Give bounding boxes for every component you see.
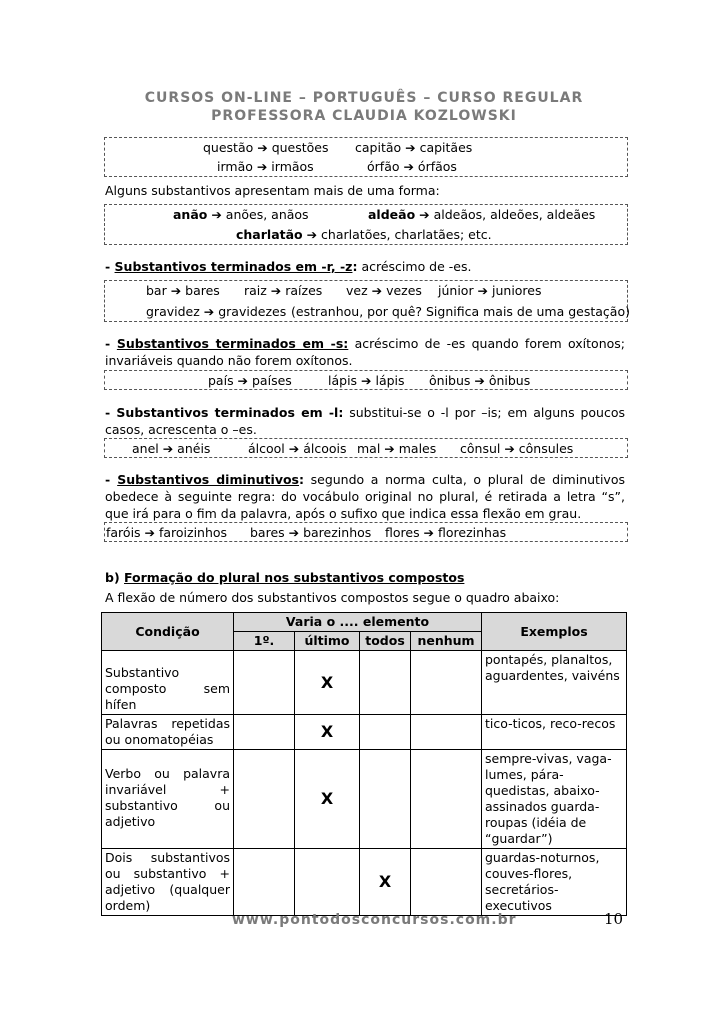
condition-cell: Dois substantivos ou substantivo + adjetivo (qualquer ordem) xyxy=(102,849,234,916)
example-item: júnior ➔ juniores xyxy=(438,283,542,298)
paragraph: A flexão de número dos substantivos compostos segue o quadro abaixo: xyxy=(105,590,560,605)
example-item: país ➔ países xyxy=(208,373,292,388)
example-item: irmão ➔ irmãos xyxy=(217,159,314,174)
example-item: faróis ➔ faroizinhos xyxy=(106,525,228,540)
cell xyxy=(411,750,482,849)
table-row xyxy=(102,715,627,750)
header-nenhum: nenhum xyxy=(411,632,482,651)
example-box-6 xyxy=(104,522,628,542)
example-item: gravidez ➔ gravidezes xyxy=(146,304,287,319)
example-item: capitão ➔ capitães xyxy=(355,140,473,155)
cell xyxy=(234,849,295,916)
cell xyxy=(411,849,482,916)
example-item: cônsul ➔ cônsules xyxy=(460,441,574,456)
section-heading-diminutivos: - Substantivos diminutivos: segundo a norma culta, o plural de diminutivos obedece à seguinte regra: do vocábulo original no plural, é retirada a letra “s”, que irá para o fim da palavra, após o sufixo que indica essa flexão em grau. xyxy=(105,472,625,521)
example-box-1 xyxy=(104,137,628,177)
table-row xyxy=(102,750,627,849)
mark-cell: X xyxy=(295,651,360,715)
examples-cell: sempre-vivas, vaga-lumes, pára-quedistas, abaixo-assinados guarda-roupas (idéia de “guardar”) xyxy=(482,750,627,849)
cell xyxy=(411,651,482,715)
example-item: vez ➔ vezes xyxy=(346,283,422,298)
condition-cell: Substantivo composto sem hífen xyxy=(102,651,234,715)
page-number: 10 xyxy=(604,910,624,928)
paragraph: Alguns substantivos apresentam mais de uma forma: xyxy=(105,183,440,198)
example-item: órfão ➔ órfãos xyxy=(367,159,457,174)
cell xyxy=(295,849,360,916)
header-course-title: CURSOS ON-LINE – PORTUGUÊS – CURSO REGULAR xyxy=(144,90,584,106)
section-heading-compostos: b) Formação do plural nos substantivos compostos xyxy=(105,570,465,585)
example-item: anel ➔ anéis xyxy=(132,441,211,456)
condition-cell: Palavras repetidas ou onomatopéias xyxy=(102,715,234,750)
example-box-3 xyxy=(104,280,628,322)
footer-site: www.pontodosconcursos.com.br xyxy=(232,912,517,928)
mark-cell: X xyxy=(295,750,360,849)
plural-table xyxy=(101,612,627,916)
example-box-5 xyxy=(104,438,628,458)
cell xyxy=(234,715,295,750)
header-todos: todos xyxy=(360,632,411,651)
example-item: ônibus ➔ ônibus xyxy=(429,373,531,388)
examples-cell: guardas-noturnos, couves-flores, secretários-executivos xyxy=(482,849,627,916)
example-box-2 xyxy=(104,204,628,245)
example-item: lápis ➔ lápis xyxy=(328,373,405,388)
example-item: mal ➔ males xyxy=(357,441,437,456)
example-item: aldeão ➔ aldeãos, aldeões, aldeães xyxy=(368,207,596,222)
cell xyxy=(360,651,411,715)
table-row xyxy=(102,849,627,916)
condition-cell: Verbo ou palavra invariável + substantivo ou adjetivo xyxy=(102,750,234,849)
examples-cell: pontapés, planaltos, aguardentes, vaivéns xyxy=(482,651,627,715)
header-varia: Varia o .... elemento xyxy=(234,613,482,632)
example-item: bares ➔ barezinhos xyxy=(250,525,372,540)
example-item: álcool ➔ álcoois xyxy=(248,441,347,456)
header-exemplos: Exemplos xyxy=(482,613,627,651)
example-item: charlatão ➔ charlatões, charlatães; etc. xyxy=(236,227,492,242)
examples-cell: tico-ticos, reco-recos xyxy=(482,715,627,750)
cell xyxy=(411,715,482,750)
cell xyxy=(360,750,411,849)
example-item: flores ➔ florezinhas xyxy=(385,525,507,540)
example-item: bar ➔ bares xyxy=(146,283,220,298)
cell xyxy=(360,715,411,750)
cell xyxy=(234,651,295,715)
header-professor: PROFESSORA CLAUDIA KOZLOWSKI xyxy=(211,108,517,124)
header-ultimo: último xyxy=(295,632,360,651)
example-box-4 xyxy=(104,370,628,390)
cell xyxy=(234,750,295,849)
mark-cell: X xyxy=(295,715,360,750)
section-heading-r-z: - Substantivos terminados em -r, -z: acréscimo de -es. xyxy=(105,259,472,274)
example-item: anão ➔ anões, anãos xyxy=(173,207,309,222)
example-item: questão ➔ questões xyxy=(203,140,329,155)
header-primeiro: 1º. xyxy=(234,632,295,651)
table-row xyxy=(102,651,627,715)
section-heading-l: - Substantivos terminados em -l: substitui-se o -l por –is; em alguns poucos casos, acrescenta o –es. xyxy=(105,405,626,437)
example-note: (estranhou, por quê? Significa mais de uma gestação) xyxy=(291,304,630,319)
section-heading-s: - Substantivos terminados em -s: acréscimo de -es quando forem oxítonos; invariáveis quando não forem oxítonos. xyxy=(105,336,625,368)
mark-cell: X xyxy=(360,849,411,916)
header-condicao: Condição xyxy=(102,613,234,651)
example-item: raiz ➔ raízes xyxy=(244,283,323,298)
